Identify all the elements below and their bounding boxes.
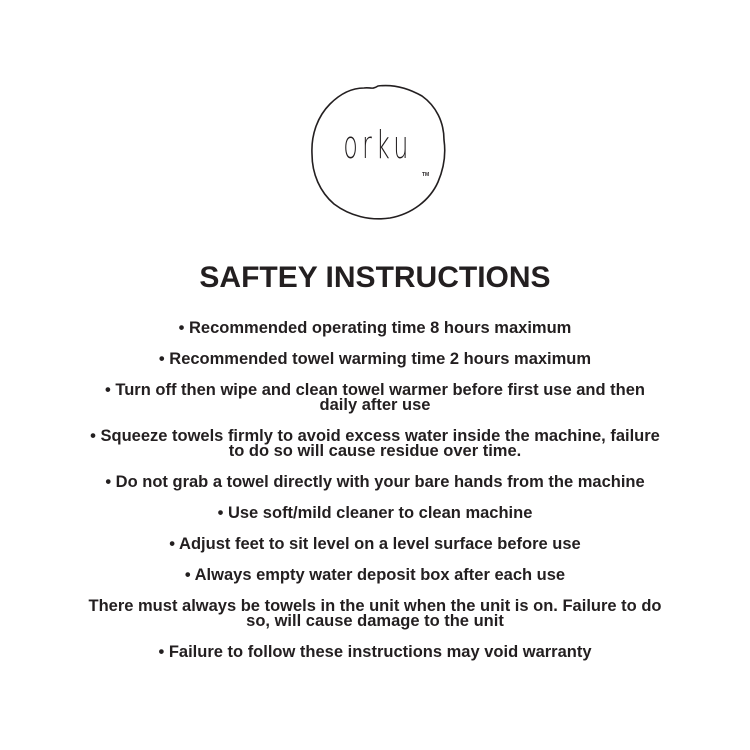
logo-wordmark: orku bbox=[343, 123, 413, 167]
instruction-line: • Turn off then wipe and clean towel warmer before first use and then bbox=[105, 381, 645, 399]
instruction-item bbox=[50, 645, 700, 660]
instruction-line: • Squeeze towels firmly to avoid excess water inside the machine, failure bbox=[90, 427, 660, 445]
instruction-item bbox=[50, 429, 700, 459]
safety-instructions-list bbox=[50, 321, 700, 660]
instruction-line: • Adjust feet to sit level on a level surface before use bbox=[169, 535, 581, 553]
instruction-line: • Do not grab a towel directly with your bare hands from the machine bbox=[105, 473, 645, 491]
instruction-line: to do so will cause residue over time. bbox=[228, 442, 522, 460]
instruction-line: • Recommended towel warming time 2 hours maximum bbox=[158, 350, 592, 368]
instruction-line: so, will cause damage to the unit bbox=[246, 612, 504, 630]
instruction-line: There must always be towels in the unit when the unit is on. Failure to do bbox=[88, 597, 662, 615]
instruction-item bbox=[50, 383, 700, 413]
instruction-line: • Use soft/mild cleaner to clean machine bbox=[217, 504, 533, 522]
instruction-item bbox=[50, 506, 700, 521]
logo-trademark: TM bbox=[422, 172, 430, 178]
instruction-line: daily after use bbox=[319, 396, 431, 414]
instruction-line: • Always empty water deposit box after each use bbox=[184, 566, 566, 584]
instruction-line: • Recommended operating time 8 hours maximum bbox=[178, 319, 572, 337]
instruction-item bbox=[50, 352, 700, 367]
orku-logo bbox=[308, 82, 448, 222]
instruction-item bbox=[50, 321, 700, 336]
instruction-item bbox=[50, 537, 700, 552]
instruction-item bbox=[50, 568, 700, 583]
instruction-item bbox=[50, 475, 700, 490]
instruction-line: • Failure to follow these instructions may void warranty bbox=[158, 643, 592, 661]
page-title: SAFTEY INSTRUCTIONS bbox=[199, 261, 551, 294]
instruction-item bbox=[50, 599, 700, 629]
